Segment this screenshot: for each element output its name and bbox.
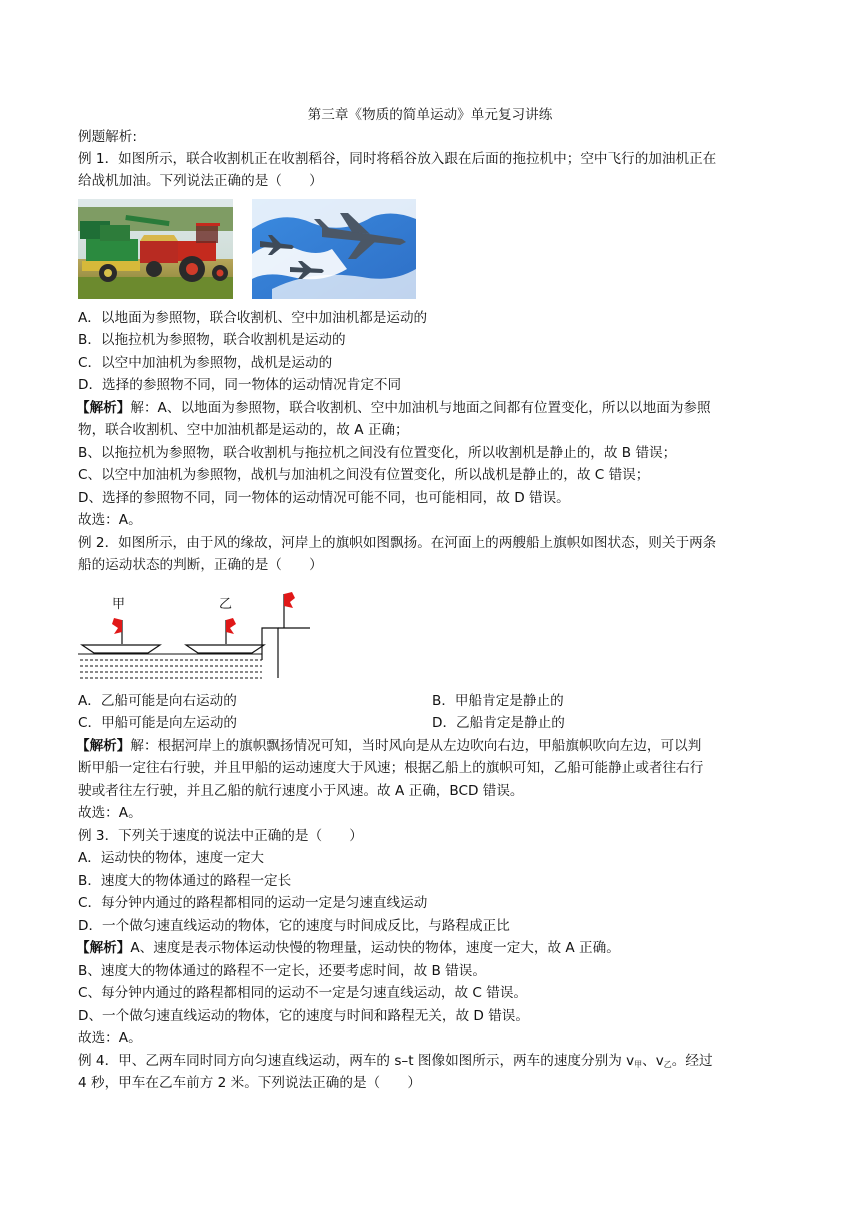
ex2-question-line-2: 船的运动状态的判断，正确的是（ ） (78, 557, 323, 573)
ex2-option-a: A．乙船可能是向右运动的 (78, 693, 237, 709)
ex3-analysis-text-1: A、速度是表示物体运动快慢的物理量，运动快的物体，速度一定大，故 A 正确。 (130, 940, 620, 956)
ex2-option-b: B．甲船肯定是静止的 (432, 693, 564, 709)
boats-flags-diagram (78, 588, 318, 682)
ex1-analysis-line-4: C、以空中加油机为参照物，战机与加油机之间没有位置变化，所以战机是静止的，故 C 错误； (78, 467, 650, 483)
ex1-analysis-line-1 (76, 397, 711, 419)
ex3-option-a: A．运动快的物体，速度一定大 (78, 850, 265, 866)
ex2-option-d: D．乙船肯定是静止的 (432, 715, 565, 731)
ex1-option-b: B．以拖拉机为参照物，联合收割机是运动的 (78, 332, 346, 348)
analysis-tag: 【解析】 (76, 738, 131, 754)
ex3-question-line-1: 例 3．下列关于速度的说法中正确的是（ ） (78, 828, 363, 844)
ex1-question-line-1: 例 1．如图所示，联合收割机正在收割稻谷，同时将稻谷放入跟在后面的拖拉机中；空中飞行的加油机正在 (78, 151, 717, 167)
ex3-answer: 故选：A。 (78, 1030, 142, 1046)
ex1-analysis-line-3: B、以拖拉机为参照物，联合收割机与拖拉机之间没有位置变化，所以收割机是静止的，故 B 错误； (78, 445, 677, 461)
ex3-analysis-line-4: D、一个做匀速直线运动的物体，它的速度与时间和路程无关，故 D 错误。 (78, 1008, 529, 1024)
section-label: 例题解析: (78, 129, 137, 145)
ex3-option-b: B．速度大的物体通过的路程一定长 (78, 873, 292, 889)
ex3-analysis-line-3: C、每分钟内通过的路程都相同的运动不一定是匀速直线运动，故 C 错误。 (78, 985, 528, 1001)
ex3-option-c: C．每分钟内通过的路程都相同的运动一定是匀速直线运动 (78, 895, 428, 911)
ex1-question-line-2: 给战机加油。下列说法正确的是（ ） (78, 173, 323, 189)
refueling-aircraft-image (252, 199, 416, 299)
ex1-option-c: C．以空中加油机为参照物，战机是运动的 (78, 355, 333, 371)
ex4-q1-pre: 例 4．甲、乙两车同时同方向匀速直线运动，两车的 s–t 图像如图所示，两车的速度分别为 v (78, 1053, 635, 1069)
page-title: 第三章《物质的简单运动》单元复习讲练 (307, 107, 553, 123)
ex1-analysis-line-2: 物，联合收割机、空中加油机都是运动的，故 A 正确； (78, 422, 409, 438)
label-jia: 甲 (112, 597, 126, 612)
ex1-option-d: D．选择的参照物不同，同一物体的运动情况肯定不同 (78, 377, 402, 393)
analysis-tag: 【解析】 (76, 940, 131, 956)
ex4-q1-post: 。经过 (671, 1053, 713, 1069)
subscript-yi: 乙 (663, 1060, 672, 1069)
label-yi: 乙 (219, 597, 233, 612)
ex3-option-d: D．一个做匀速直线运动的物体，它的速度与时间成反比，与路程成正比 (78, 918, 510, 934)
ex4-question-line-2: 4 秒，甲车在乙车前方 2 米。下列说法正确的是（ ） (78, 1075, 421, 1091)
ex2-analysis-line-1 (76, 735, 701, 757)
ex2-answer: 故选：A。 (78, 805, 142, 821)
ex3-analysis-line-1 (76, 937, 620, 959)
ex2-option-c: C．甲船可能是向左运动的 (78, 715, 238, 731)
analysis-tag: 【解析】 (76, 400, 131, 416)
harvester-tractor-image (78, 199, 233, 299)
ex1-option-a: A．以地面为参照物，联合收割机、空中加油机都是运动的 (78, 310, 428, 326)
ex1-analysis-line-5: D、选择的参照物不同，同一物体的运动情况可能不同，也可能相同，故 D 错误。 (78, 490, 570, 506)
ex2-analysis-line-3: 驶或者往左行驶，并且乙船的航行速度小于风速。故 A 正确，BCD 错误。 (78, 783, 524, 799)
ex2-analysis-text-1: 解：根据河岸上的旗帜飘扬情况可知，当时风向是从左边吹向右边，甲船旗帜吹向左边，可以判 (130, 738, 702, 754)
ex1-answer: 故选：A。 (78, 512, 142, 528)
ex1-analysis-text-1: 解：A、以地面为参照物，联合收割机、空中加油机与地面之间都有位置变化，所以以地面为参照 (130, 400, 711, 416)
ex2-question-line-1: 例 2．如图所示，由于风的缘故，河岸上的旗帜如图飘扬。在河面上的两艘船上旗帜如图状态，则关于两条 (78, 535, 717, 551)
ex2-analysis-line-2: 断甲船一定往右行驶，并且甲船的运动速度大于风速；根据乙船上的旗帜可知，乙船可能静止或者往右行 (78, 760, 704, 776)
subscript-jia: 甲 (634, 1060, 643, 1069)
ex4-q1-mid: 、v (642, 1053, 664, 1069)
ex3-analysis-line-2: B、速度大的物体通过的路程不一定长，还要考虑时间，故 B 错误。 (78, 963, 486, 979)
